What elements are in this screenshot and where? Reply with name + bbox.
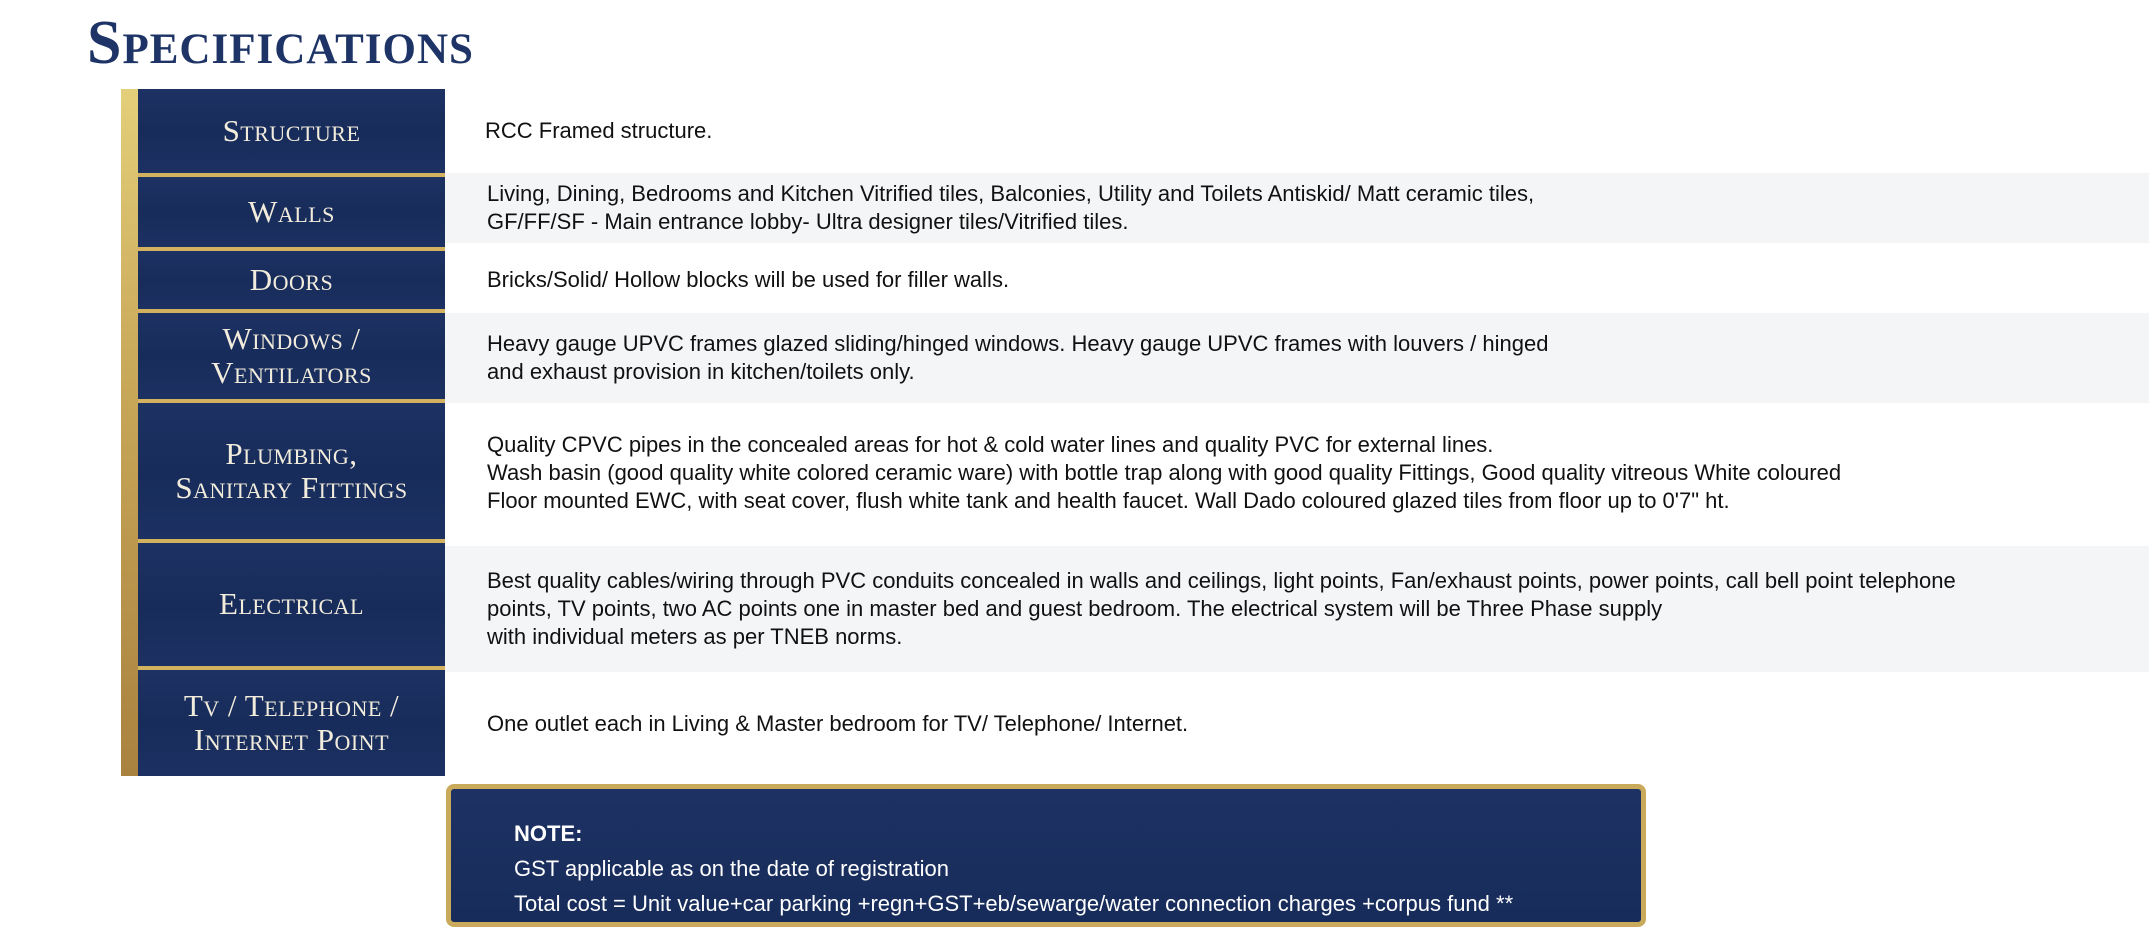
spec-desc-electrical <box>445 546 2149 672</box>
spec-label-doors <box>138 251 445 309</box>
spec-label-walls <box>138 177 445 247</box>
spec-label-text: Plumbing, <box>225 435 358 471</box>
spec-label-tv-telephone <box>138 670 445 776</box>
spec-label-text: Tv / Telephone / <box>183 687 400 723</box>
spec-desc-line: Quality CPVC pipes in the concealed areas for hot & cold water lines and quality PVC for external lines. <box>487 432 1494 457</box>
spec-label-text: Electrical <box>219 586 364 622</box>
spec-desc-line: RCC Framed structure. <box>485 118 713 143</box>
spec-label-plumbing <box>138 403 445 539</box>
page-title: Specifications <box>87 9 474 77</box>
spec-label-text: Sanitary Fittings <box>175 470 408 505</box>
spec-desc-walls <box>445 173 2149 243</box>
spec-label-text: Ventilators <box>211 355 372 390</box>
spec-label-column <box>138 89 445 776</box>
note-line: GST applicable as on the date of registration <box>514 856 949 881</box>
spec-desc-line: points, TV points, two AC points one in master bed and guest bedroom. The electrical system will be Three Phase supply <box>487 596 1663 621</box>
spec-desc-line: Living, Dining, Bedrooms and Kitchen Vitrified tiles, Balconies, Utility and Toilets Antiskid/ Matt ceramic tiles, <box>487 181 1535 206</box>
spec-label-windows <box>138 313 445 399</box>
spec-desc-line: GF/FF/SF - Main entrance lobby- Ultra designer tiles/Vitrified tiles. <box>487 209 1129 234</box>
spec-desc-line: Floor mounted EWC, with seat cover, flush white tank and health faucet. Wall Dado coloured glazed tiles from floor up to 0'7" ht. <box>487 488 1730 513</box>
spec-desc-line: Heavy gauge UPVC frames glazed sliding/hinged windows. Heavy gauge UPVC frames with louvers / hinged <box>487 331 1549 356</box>
spec-label-text: Doors <box>249 261 334 297</box>
spec-label-structure <box>138 89 445 173</box>
spec-desc-line: Best quality cables/wiring through PVC conduits concealed in walls and ceilings, light points, Fan/exhaust points, power points, call bell point telephone <box>487 568 1956 593</box>
spec-desc-plumbing <box>445 403 2149 543</box>
spec-desc-structure <box>445 89 2149 173</box>
spec-label-text: Walls <box>248 193 335 229</box>
note-line: Total cost = Unit value+car parking +regn+GST+eb/sewarge/water connection charges +corpus fund ** <box>514 891 1514 916</box>
spec-desc-line: Bricks/Solid/ Hollow blocks will be used for filler walls. <box>487 267 1010 292</box>
spec-desc-line: One outlet each in Living & Master bedroom for TV/ Telephone/ Internet. <box>487 711 1189 736</box>
spec-desc-tv-telephone <box>445 672 2149 776</box>
gold-accent-bar <box>121 89 138 776</box>
spec-desc-line: with individual meters as per TNEB norms. <box>487 624 903 649</box>
note-heading: NOTE: <box>514 821 583 846</box>
spec-label-text: Internet Point <box>193 722 390 757</box>
spec-desc-doors <box>445 251 2149 309</box>
spec-label-electrical <box>138 543 445 666</box>
spec-label-text: Structure <box>222 112 361 148</box>
spec-desc-windows <box>445 313 2149 403</box>
note-box <box>446 784 1646 927</box>
spec-desc-line: and exhaust provision in kitchen/toilets only. <box>487 359 915 384</box>
spec-desc-line: Wash basin (good quality white colored ceramic ware) with bottle trap along with good quality Fittings, Good quality vitreous White coloured <box>487 460 1842 485</box>
spec-label-text: Windows / <box>222 320 361 356</box>
